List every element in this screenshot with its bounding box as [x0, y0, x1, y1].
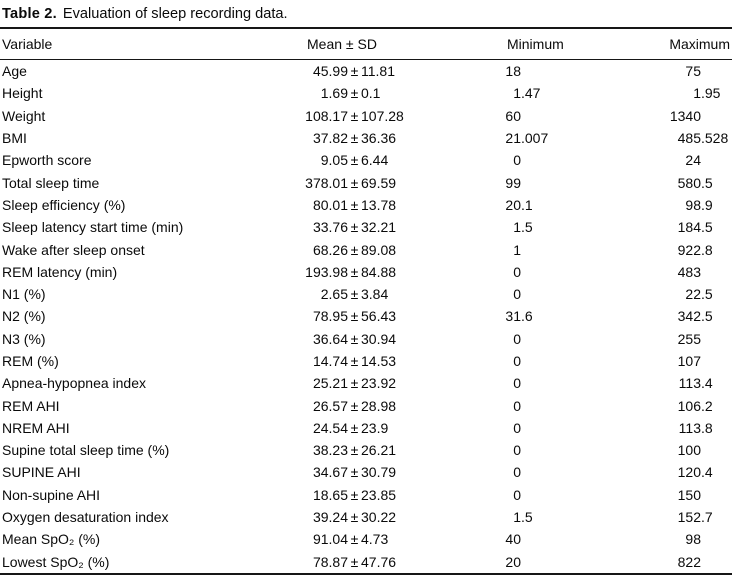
mean-value: 39.24 — [312, 509, 348, 526]
integer-part: 0 — [513, 397, 521, 414]
integer-part: 0 — [513, 486, 521, 503]
integer-part: 1 — [513, 219, 521, 236]
integer-part: 120 — [677, 464, 701, 481]
plus-minus-symbol: ± — [350, 130, 359, 147]
row-mean-sd — [248, 242, 460, 258]
integer-part: 1 — [513, 509, 521, 526]
plus-minus-symbol: ± — [350, 419, 359, 436]
row-variable: Apnea-hypopnea index — [2, 375, 147, 392]
fraction-part: .47 — [521, 85, 541, 102]
plus-minus-symbol: ± — [350, 397, 359, 414]
mean-value: 45.99 — [312, 63, 348, 80]
row-maximum — [595, 175, 732, 191]
row-maximum — [595, 63, 732, 79]
row-variable: Lowest SpO₂ (%) — [2, 553, 110, 570]
plus-minus-symbol: ± — [350, 152, 359, 169]
plus-minus-symbol: ± — [350, 219, 359, 236]
integer-part: 107 — [677, 353, 701, 369]
plus-minus-symbol: ± — [350, 174, 359, 191]
fraction-part: .8 — [701, 241, 713, 258]
row-variable: Oxygen desaturation index — [2, 509, 169, 526]
row-mean-sd — [248, 175, 460, 191]
plus-minus-symbol: ± — [350, 464, 359, 481]
table-row — [0, 350, 732, 372]
table-caption-number: Table 2. — [2, 6, 57, 22]
row-minimum — [460, 442, 595, 458]
row-minimum — [460, 487, 595, 503]
table-row — [0, 528, 732, 550]
row-maximum — [595, 242, 732, 258]
mean-value: 78.87 — [312, 553, 348, 570]
row-mean-sd — [248, 152, 460, 168]
row-mean-sd — [248, 509, 460, 525]
row-maximum — [595, 108, 732, 124]
row-maximum — [595, 308, 732, 324]
row-maximum — [595, 197, 732, 213]
row-maximum — [595, 464, 732, 480]
integer-part: 100 — [677, 442, 701, 459]
row-minimum — [460, 130, 595, 146]
mean-value: 91.04 — [312, 531, 348, 548]
plus-minus-symbol: ± — [350, 263, 359, 280]
mean-value: 378.01 — [305, 174, 348, 191]
sd-value: 30.79 — [361, 464, 397, 481]
integer-part: 342 — [677, 308, 701, 325]
integer-part: 0 — [513, 375, 521, 392]
row-mean-sd — [248, 197, 460, 213]
table-row — [0, 328, 732, 350]
row-minimum — [460, 308, 595, 324]
mean-value: 37.82 — [312, 130, 348, 147]
row-variable: REM (%) — [2, 353, 59, 369]
bottom-rule — [0, 573, 732, 576]
integer-part: 20 — [505, 196, 521, 213]
fraction-part: .5 — [701, 219, 713, 236]
sd-value: 36.36 — [361, 130, 397, 147]
table-header-row — [0, 29, 732, 59]
row-minimum — [460, 531, 595, 547]
plus-minus-symbol: ± — [350, 531, 359, 548]
row-variable: Wake after sleep onset — [2, 241, 145, 258]
sd-value: 32.21 — [361, 219, 397, 236]
row-mean-sd — [248, 531, 460, 547]
row-maximum — [595, 353, 732, 369]
row-mean-sd — [248, 63, 460, 79]
table-row — [0, 194, 732, 216]
sd-value: 69.59 — [361, 174, 397, 191]
mean-value: 18.65 — [312, 486, 348, 503]
mean-value: 2.65 — [320, 286, 348, 303]
row-maximum — [595, 442, 732, 458]
sd-value: 28.98 — [361, 397, 397, 414]
row-maximum — [595, 331, 732, 347]
integer-part: 75 — [685, 63, 701, 80]
integer-part: 0 — [513, 286, 521, 303]
table-row — [0, 283, 732, 305]
mean-value: 24.54 — [312, 419, 348, 436]
fraction-part: .5 — [701, 174, 713, 191]
sd-value: 26.21 — [361, 442, 397, 459]
fraction-part: .4 — [701, 375, 713, 392]
row-variable: BMI — [2, 130, 27, 147]
fraction-part: .4 — [701, 464, 713, 481]
integer-part: 1 — [513, 241, 521, 258]
mean-value: 108.17 — [305, 107, 348, 124]
row-minimum — [460, 152, 595, 168]
integer-part: 0 — [513, 419, 521, 436]
table-row — [0, 394, 732, 416]
integer-part: 0 — [513, 464, 521, 481]
plus-minus-symbol: ± — [350, 107, 359, 124]
row-variable: NREM AHI — [2, 419, 70, 436]
table-row — [0, 149, 732, 171]
table-row — [0, 171, 732, 193]
row-variable: Weight — [2, 107, 46, 124]
row-maximum — [595, 286, 732, 302]
fraction-part: .7 — [701, 509, 713, 526]
sd-value: 23.92 — [361, 375, 397, 392]
mean-value: 36.64 — [312, 330, 348, 347]
integer-part: 1340 — [669, 107, 701, 124]
plus-minus-symbol: ± — [350, 553, 359, 570]
integer-part: 1 — [693, 85, 701, 102]
row-maximum — [595, 398, 732, 414]
mean-value: 38.23 — [312, 442, 348, 459]
column-header-minimum: Minimum — [507, 36, 564, 52]
table-row — [0, 60, 732, 82]
row-mean-sd — [248, 264, 460, 280]
fraction-part: .8 — [701, 419, 713, 436]
plus-minus-symbol: ± — [350, 442, 359, 459]
mean-value: 193.98 — [305, 263, 348, 280]
row-minimum — [460, 197, 595, 213]
row-minimum — [460, 63, 595, 79]
row-minimum — [460, 286, 595, 302]
sd-value: 56.43 — [361, 308, 397, 325]
sd-value: 30.94 — [361, 330, 397, 347]
integer-part: 98 — [685, 531, 701, 548]
plus-minus-symbol: ± — [350, 241, 359, 258]
sd-value: 0.1 — [361, 85, 381, 102]
row-minimum — [460, 219, 595, 235]
plus-minus-symbol: ± — [350, 509, 359, 526]
integer-part: 0 — [513, 330, 521, 347]
row-maximum — [595, 85, 732, 101]
integer-part: 0 — [513, 152, 521, 169]
table-row — [0, 216, 732, 238]
integer-part: 60 — [505, 107, 521, 124]
table-row — [0, 305, 732, 327]
column-header-variable: Variable — [2, 36, 53, 52]
plus-minus-symbol: ± — [350, 286, 359, 303]
plus-minus-symbol: ± — [350, 85, 359, 102]
plus-minus-symbol: ± — [350, 353, 359, 369]
row-minimum — [460, 85, 595, 101]
row-minimum — [460, 554, 595, 570]
row-variable: Sleep latency start time (min) — [2, 219, 184, 236]
column-header-maximum: Maximum — [669, 36, 730, 52]
row-mean-sd — [248, 219, 460, 235]
row-maximum — [595, 554, 732, 570]
row-variable: Supine total sleep time (%) — [2, 442, 170, 459]
integer-part: 31 — [505, 308, 521, 325]
integer-part: 0 — [513, 353, 521, 369]
row-maximum — [595, 487, 732, 503]
sd-value: 11.81 — [361, 63, 395, 80]
integer-part: 922 — [677, 241, 701, 258]
integer-part: 40 — [505, 531, 521, 548]
row-maximum — [595, 219, 732, 235]
integer-part: 113 — [678, 419, 701, 436]
row-maximum — [595, 264, 732, 280]
column-header-mean-sd: Mean ± SD — [307, 36, 377, 52]
plus-minus-symbol: ± — [350, 330, 359, 347]
mean-value: 26.57 — [312, 397, 348, 414]
table-row — [0, 417, 732, 439]
row-mean-sd — [248, 398, 460, 414]
fraction-part: .5 — [521, 509, 533, 526]
row-mean-sd — [248, 108, 460, 124]
sd-value: 89.08 — [361, 241, 397, 258]
row-variable: Total sleep time — [2, 174, 100, 191]
row-mean-sd — [248, 286, 460, 302]
integer-part: 106 — [677, 397, 701, 414]
row-minimum — [460, 264, 595, 280]
fraction-part: .2 — [701, 397, 713, 414]
row-minimum — [460, 108, 595, 124]
row-maximum — [595, 152, 732, 168]
table-row — [0, 506, 732, 528]
sd-value: 84.88 — [361, 263, 397, 280]
sd-value: 30.22 — [361, 509, 397, 526]
row-variable: Height — [2, 85, 43, 102]
row-mean-sd — [248, 331, 460, 347]
table-caption — [0, 3, 732, 27]
table-row — [0, 127, 732, 149]
mean-value: 68.26 — [312, 241, 348, 258]
row-maximum — [595, 509, 732, 525]
sd-value: 4.73 — [361, 531, 389, 548]
row-minimum — [460, 353, 595, 369]
table-row — [0, 372, 732, 394]
sd-value: 13.78 — [361, 196, 397, 213]
row-maximum — [595, 531, 732, 547]
row-variable: Sleep efficiency (%) — [2, 196, 126, 213]
integer-part: 20 — [505, 553, 521, 570]
table-caption-text: Evaluation of sleep recording data. — [62, 6, 288, 22]
integer-part: 580 — [677, 174, 701, 191]
integer-part: 99 — [505, 174, 521, 191]
row-mean-sd — [248, 85, 460, 101]
mean-value: 80.01 — [312, 196, 348, 213]
table-row — [0, 439, 732, 461]
row-maximum — [595, 420, 732, 436]
row-maximum — [595, 375, 732, 391]
plus-minus-symbol: ± — [350, 196, 359, 213]
table-row — [0, 105, 732, 127]
fraction-part: .9 — [701, 196, 713, 213]
integer-part: 485 — [677, 130, 701, 147]
row-mean-sd — [248, 442, 460, 458]
plus-minus-symbol: ± — [350, 63, 359, 80]
row-variable: Age — [2, 63, 27, 80]
mean-value: 14.74 — [312, 353, 348, 369]
row-variable: N2 (%) — [2, 308, 46, 325]
row-variable: Non-supine AHI — [2, 486, 101, 503]
integer-part: 22 — [685, 286, 701, 303]
row-minimum — [460, 375, 595, 391]
header-rule-wrap — [0, 29, 732, 60]
row-variable: SUPINE AHI — [2, 464, 81, 481]
table-row — [0, 238, 732, 260]
row-minimum — [460, 398, 595, 414]
row-minimum — [460, 464, 595, 480]
row-mean-sd — [248, 308, 460, 324]
row-mean-sd — [248, 487, 460, 503]
sd-value: 47.76 — [361, 553, 397, 570]
row-mean-sd — [248, 554, 460, 570]
row-maximum — [595, 130, 732, 146]
row-variable: REM latency (min) — [2, 263, 118, 280]
fraction-part: .5 — [521, 219, 533, 236]
fraction-part: .528 — [701, 130, 729, 147]
table-row — [0, 82, 732, 104]
fraction-part: .5 — [701, 308, 713, 325]
table-row — [0, 461, 732, 483]
row-minimum — [460, 175, 595, 191]
plus-minus-symbol: ± — [350, 375, 359, 392]
row-minimum — [460, 509, 595, 525]
mean-value: 34.67 — [312, 464, 348, 481]
row-variable: Mean SpO₂ (%) — [2, 531, 101, 548]
integer-part: 1 — [513, 85, 521, 102]
mean-value: 25.21 — [312, 375, 348, 392]
row-minimum — [460, 242, 595, 258]
fraction-part: .007 — [521, 130, 549, 147]
row-minimum — [460, 420, 595, 436]
row-variable: REM AHI — [2, 397, 60, 414]
sd-value: 23.9 — [361, 419, 389, 436]
table-row — [0, 484, 732, 506]
sd-value: 23.85 — [361, 486, 397, 503]
integer-part: 0 — [513, 442, 521, 459]
row-mean-sd — [248, 464, 460, 480]
row-mean-sd — [248, 375, 460, 391]
sd-value: 6.44 — [361, 152, 389, 169]
table-row — [0, 261, 732, 283]
row-variable: N1 (%) — [2, 286, 46, 303]
row-mean-sd — [248, 353, 460, 369]
integer-part: 24 — [685, 152, 701, 169]
row-mean-sd — [248, 420, 460, 436]
integer-part: 18 — [505, 63, 521, 80]
integer-part: 150 — [677, 486, 701, 503]
mean-value: 33.76 — [312, 219, 348, 236]
fraction-part: .5 — [701, 286, 713, 303]
table-body — [0, 60, 732, 573]
mean-value: 1.69 — [320, 85, 348, 102]
fraction-part: .1 — [521, 196, 533, 213]
integer-part: 483 — [677, 263, 701, 280]
integer-part: 21 — [505, 130, 521, 147]
integer-part: 113 — [678, 375, 701, 392]
row-minimum — [460, 331, 595, 347]
sd-value: 14.53 — [361, 353, 397, 369]
integer-part: 98 — [685, 196, 701, 213]
plus-minus-symbol: ± — [350, 486, 359, 503]
mean-value: 9.05 — [320, 152, 348, 169]
row-variable: Epworth score — [2, 152, 92, 169]
plus-minus-symbol: ± — [350, 308, 359, 325]
integer-part: 184 — [677, 219, 701, 236]
sd-value: 107.28 — [361, 107, 404, 124]
integer-part: 822 — [677, 553, 701, 570]
fraction-part: .95 — [701, 85, 721, 102]
row-mean-sd — [248, 130, 460, 146]
sd-value: 3.84 — [361, 286, 389, 303]
integer-part: 0 — [513, 263, 521, 280]
row-variable: N3 (%) — [2, 330, 46, 347]
table-row — [0, 551, 732, 573]
fraction-part: .6 — [521, 308, 533, 325]
integer-part: 152 — [677, 509, 701, 526]
mean-value: 78.95 — [312, 308, 348, 325]
integer-part: 255 — [677, 330, 701, 347]
